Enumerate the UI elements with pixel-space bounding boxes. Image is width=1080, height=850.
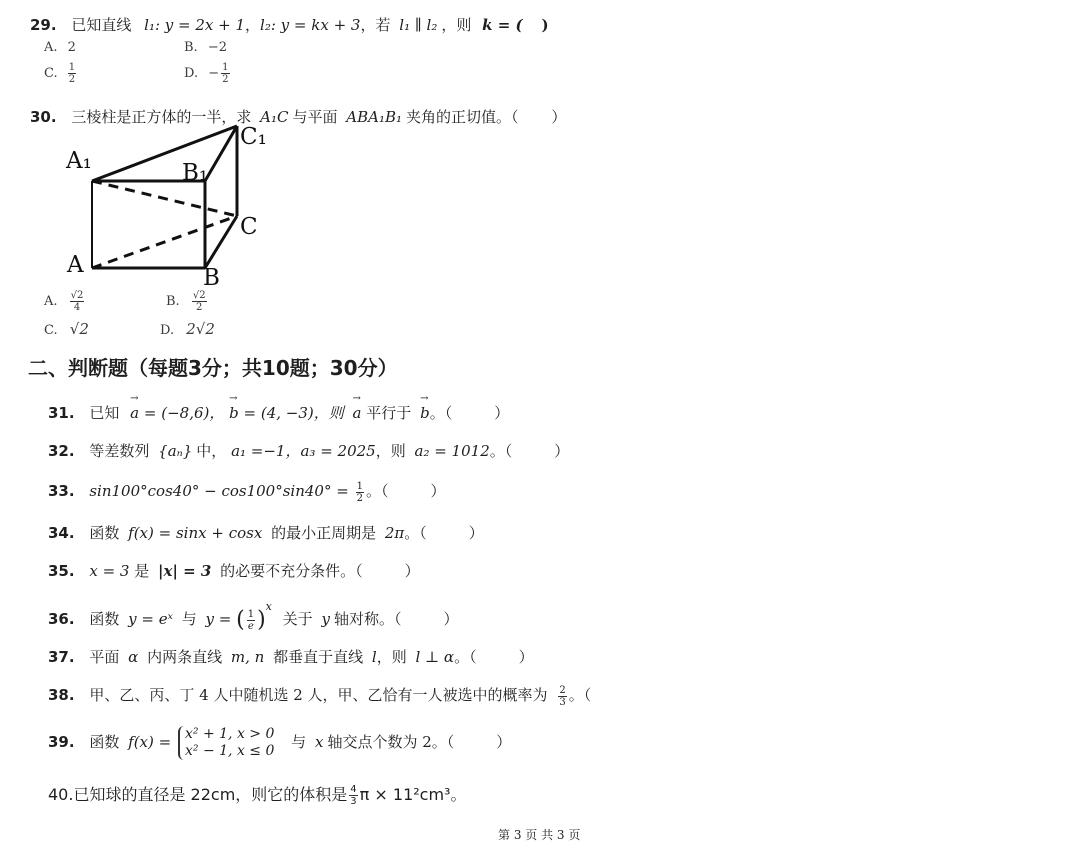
math-expression: sin100°cos40° − cos100°sin40° = [89, 482, 349, 500]
paren-close: ) [257, 607, 266, 633]
fraction-denominator: 2 [196, 302, 203, 313]
fraction-numerator: 4 [350, 784, 357, 795]
option-label: A. [44, 294, 58, 309]
fraction-denominator: 3 [559, 696, 566, 708]
piecewise-cases [178, 726, 274, 760]
option-label: A. [44, 40, 58, 55]
question-39 [48, 726, 511, 760]
option-label: B. [184, 40, 198, 55]
question-number: 35. [48, 562, 75, 580]
math-expression: m, n [230, 648, 265, 666]
vector-a: → a [353, 404, 362, 422]
fraction-denominator: 2 [222, 74, 229, 85]
label-c1: C₁ [240, 124, 267, 150]
stem-text: 平面 [89, 648, 120, 666]
question-36 [48, 600, 458, 633]
stem-text: 已知球的直径是 22cm，则它的体积是 [73, 785, 348, 804]
option-label: B. [166, 294, 180, 309]
math-expression: f(x) = sinx + cosx [128, 524, 263, 542]
math-expression: l ⊥ α [415, 648, 455, 666]
option-a [44, 40, 76, 55]
stem-text: ，则 [375, 442, 406, 460]
fraction-denominator: 4 [73, 302, 81, 313]
question-32 [48, 440, 569, 461]
fraction-denominator: 2 [356, 492, 363, 504]
answer-blank-close: ） [554, 442, 570, 460]
case-line: x² − 1, x ≤ 0 [185, 743, 275, 759]
question-number: 29. [30, 16, 57, 34]
option-value: −2 [207, 40, 227, 55]
answer-blank-close: ） [551, 108, 567, 126]
answer-blank-close: ） [496, 733, 512, 751]
math-expression: = (4, −3)，则 [243, 404, 344, 422]
question-number: 36. [48, 610, 75, 628]
stem-text: 轴交点个数为 2。（ [327, 733, 455, 751]
math-expression: a₁ =−1，a₃ = 2025 [231, 442, 376, 460]
math-expression: l₂: y = kx + 3 [260, 16, 361, 34]
option-b [184, 40, 227, 55]
stem-text: 是 [134, 562, 150, 580]
fraction-denominator: e [247, 620, 254, 632]
fraction-numerator: 1 [356, 480, 363, 492]
math-expression: a₂ = 1012 [414, 442, 490, 460]
question-33 [48, 480, 446, 504]
question-35 [48, 560, 420, 581]
exponent: x [265, 600, 272, 613]
question-number: 39. [48, 733, 75, 751]
question-38 [48, 684, 591, 708]
dashed-a1-c [92, 181, 237, 216]
fraction-numerator: 1 [247, 608, 255, 620]
label-a: A [67, 252, 84, 278]
fraction-numerator: 2 [559, 684, 566, 696]
page-footer: 第 3 页 共 3 页 [498, 828, 581, 842]
math-expression: ABA₁B₁ [346, 108, 403, 126]
stem-text: 。（ [489, 442, 513, 460]
answer-blank-close: ） [430, 482, 446, 500]
stem-text: 与平面 [292, 108, 338, 126]
case-line: x² + 1, x > 0 [185, 726, 275, 742]
answer-blank-close: ） [468, 524, 484, 542]
math-expression: {aₙ} [158, 442, 193, 460]
stem-text: 的必要不充分条件。（ [220, 562, 363, 580]
stem-text: 甲、乙、丙、丁 4 人中随机选 2 人，甲、乙恰有一人被选中的概率为 [89, 686, 548, 704]
question-number: 38. [48, 686, 75, 704]
question-34 [48, 522, 484, 543]
stem-text: 轴对称。（ [333, 610, 402, 628]
stem-text: π × 11²cm³。 [359, 785, 467, 804]
stem-text: 函数 [89, 733, 120, 751]
math-expression: x [314, 733, 324, 751]
stem-text: ，若 [360, 16, 391, 34]
fraction-numerator: 1 [68, 62, 76, 73]
question-37 [48, 646, 534, 667]
stem-text: 。（ [454, 648, 477, 666]
stem-text: 与 [291, 733, 307, 751]
stem-text: ，则 [441, 16, 472, 34]
option-value: 2√2 [186, 320, 215, 338]
math-expression: l₁ ∥ l₂ [399, 16, 438, 34]
option-label: C. [44, 323, 58, 338]
stem-text: 已知 [89, 404, 120, 422]
label-b: B [203, 265, 220, 291]
option-a [44, 290, 86, 313]
stem-text: 已知直线 [71, 16, 132, 34]
stem-text: 内两条直线 [147, 648, 223, 666]
stem-text: 。（ [365, 482, 389, 500]
option-sign: − [208, 66, 220, 81]
math-expression: y [321, 610, 330, 628]
math-expression: l [371, 648, 377, 666]
question-31 [48, 402, 509, 423]
math-expression: 2π [384, 524, 405, 542]
math-expression: |x| = 3 [158, 562, 212, 580]
option-d [184, 62, 232, 85]
option-value: √2 [69, 320, 89, 338]
stem-text: 。（ [568, 686, 592, 704]
question-number: 33. [48, 482, 75, 500]
label-c: C [240, 214, 258, 240]
stem-text: 等差数列 [89, 442, 150, 460]
section-heading: 二、判断题（每题3分；共10题；30分） [28, 356, 398, 380]
question-29 [30, 14, 549, 35]
stem-text: 夹角的正切值。（ [406, 108, 519, 126]
option-value: 2 [67, 40, 76, 55]
question-40 [48, 782, 466, 807]
stem-text: 都垂直于直线 [273, 648, 364, 666]
math-expression: l₁: y = 2x + 1 [144, 16, 246, 34]
stem-text: ，则 [376, 648, 407, 666]
answer-blank-close: ） [404, 562, 420, 580]
answer-blank-open: k = ( [482, 16, 523, 34]
question-number: 40. [48, 785, 74, 804]
answer-blank-close: ） [518, 648, 534, 666]
math-expression: α [128, 648, 139, 666]
stem-text: 与 [181, 610, 197, 628]
option-d [160, 320, 215, 338]
vector-b: → b [229, 404, 239, 422]
question-number: 32. [48, 442, 75, 460]
option-label: C. [44, 66, 58, 81]
math-expression: y = [205, 610, 232, 628]
stem-text: 平行于 [366, 404, 412, 422]
math-expression: f(x) = [128, 733, 172, 751]
option-label: D. [184, 66, 199, 81]
option-c [44, 320, 89, 338]
question-number: 30. [30, 108, 57, 126]
option-c [44, 62, 78, 85]
stem-text: 的最小正周期是 [271, 524, 377, 542]
answer-blank-close: ) [541, 16, 549, 34]
stem-text: 。（ [429, 404, 453, 422]
stem-text: 函数 [89, 524, 120, 542]
option-label: D. [160, 323, 175, 338]
edge-b1-c1 [205, 126, 237, 181]
vector-a: → a [130, 404, 139, 422]
label-a1: A₁ [66, 148, 92, 174]
question-number: 34. [48, 524, 75, 542]
math-expression: = (−8,6)， [143, 404, 225, 422]
edge-b-c [205, 216, 237, 268]
math-expression: x = 3 [89, 562, 130, 580]
math-expression: y = eˣ [128, 610, 173, 628]
stem-text: 。（ [404, 524, 427, 542]
edge-a1-c1 [92, 126, 237, 181]
fraction-numerator: 1 [222, 62, 229, 73]
stem-text: 中， [196, 442, 227, 460]
stem-text: 函数 [89, 610, 120, 628]
question-number: 31. [48, 404, 75, 422]
answer-blank-close: ） [494, 404, 510, 422]
vector-b: → b [420, 404, 430, 422]
math-expression: A₁C [260, 108, 289, 126]
fraction-denominator: 3 [350, 796, 357, 807]
fraction-denominator: 2 [68, 74, 76, 85]
question-number: 37. [48, 648, 75, 666]
fraction-numerator: √2 [192, 290, 206, 301]
paren-open: ( [236, 607, 245, 633]
answer-blank-close: ） [443, 610, 459, 628]
stem-text: ， [245, 16, 261, 34]
dashed-a-c [92, 216, 237, 268]
prism-figure [0, 118, 300, 296]
label-b1: B₁ [182, 160, 209, 186]
option-b [166, 290, 209, 313]
stem-text: 关于 [282, 610, 313, 628]
stem-text: 三棱柱是正方体的一半，求 [71, 108, 252, 126]
fraction-numerator: √2 [70, 290, 84, 301]
